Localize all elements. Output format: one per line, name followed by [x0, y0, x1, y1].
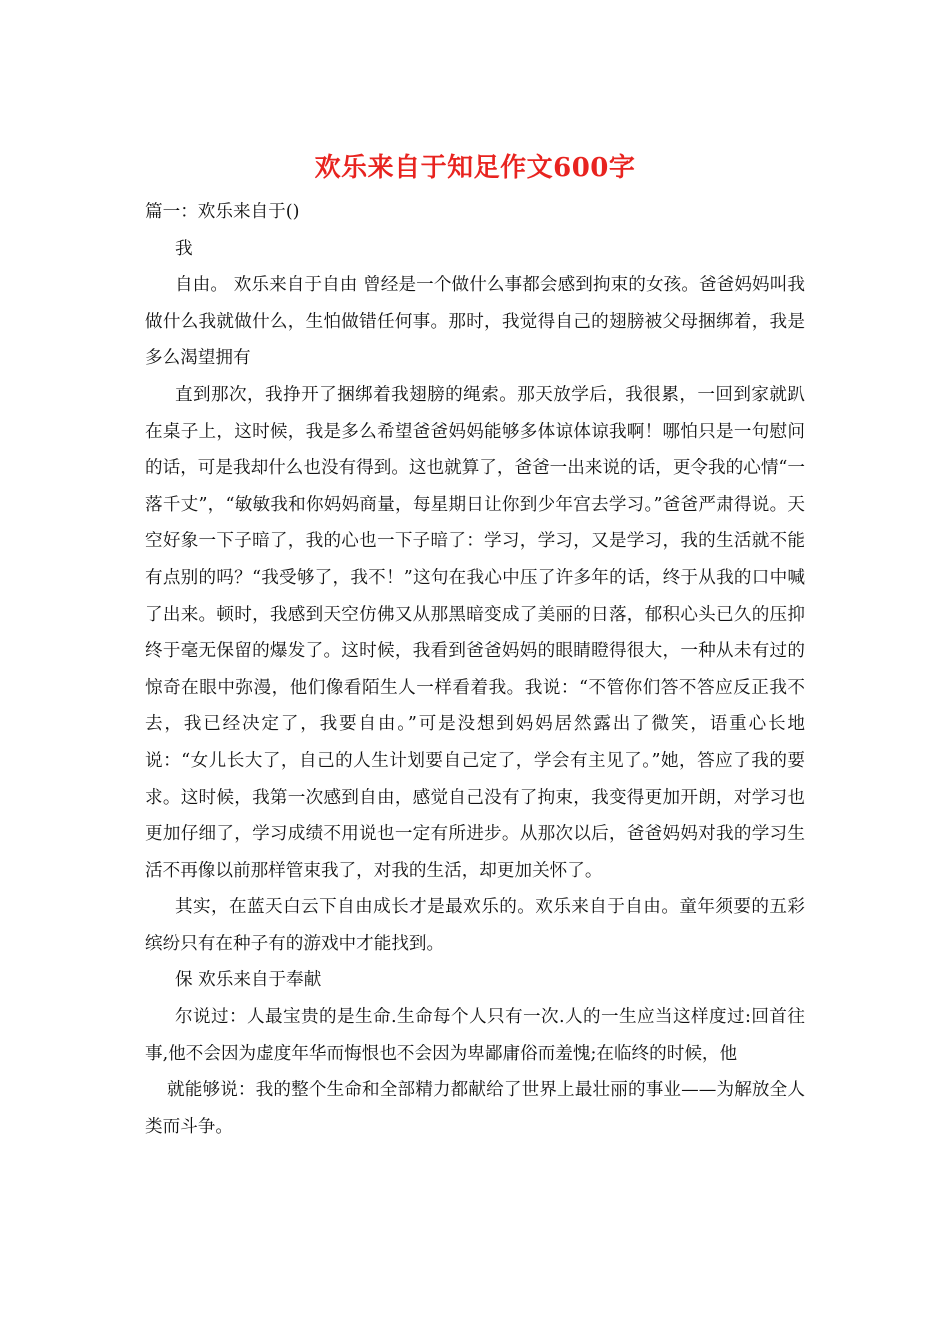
document-title: 欢乐来自于知足作文600字	[314, 153, 636, 183]
paragraph: 我	[175, 238, 193, 259]
document-body	[145, 194, 805, 1145]
paragraph: 就能够说：我的整个生命和全部精力都献给了世界上最壮丽的事业——为解放全人类而斗争。	[145, 1080, 805, 1137]
paragraph: 直到那次，我挣开了捆绑着我翅膀的绳索。那天放学后，我很累，一回到家就趴在桌子上，这时候，我是多么希望爸爸妈妈能够多体谅体谅我啊！哪怕只是一句慰问的话，可是我却什么也没有得到。这也就算了，爸爸一出来说的话，更令我的心情“一落千丈”，“敏敏我和你妈妈商量，每星期日让你到少年宫去学习。”爸爸严肃得说。天空好象一下子暗了，我的心也一下子暗了：学习，学习，又是学习，我的生活就不能有点别的吗？“我受够了，我不！”这句在我心中压了许多年的话，终于从我的口中喊了出来。顿时，我感到天空仿佛又从那黑暗变成了美丽的日落，郁积心头已久的压抑终于毫无保留的爆发了。这时候，我看到爸爸妈妈的眼睛瞪得很大，一种从未有过的惊奇在眼中弥漫，他们像看陌生人一样看着我。我说：“不管你们答不答应反正我不去，我已经决定了，我要自由。”可是没想到妈妈居然露出了微笑，语重心长地说：“女儿长大了，自己的人生计划要自己定了，学会有主见了。”她，答应了我的要求。这时候，我第一次感到自由，感觉自己没有了拘束，我变得更加开朗，对学习也更加仔细了，学习成绩不用说也一定有所进步。从那次以后，爸爸妈妈对我的学习生活不再像以前那样管束我了，对我的生活，却更加关怀了。	[145, 384, 805, 881]
paragraph: 保 欢乐来自于奉献	[175, 970, 322, 991]
paragraph: 其实，在蓝天白云下自由成长才是最欢乐的。欢乐来自于自由。童年须要的五彩缤纷只有在种子有的游戏中才能找到。	[145, 897, 805, 954]
paragraph: 尔说过：人最宝贵的是生命.生命每个人只有一次.人的一生应当这样度过:回首往事,他不会因为虚度年华而悔恨也不会因为卑鄙庸俗而羞愧;在临终的时候，他	[145, 1007, 805, 1064]
paragraph: 自由。 欢乐来自于自由 曾经是一个做什么事都会感到拘束的女孩。爸爸妈妈叫我做什么我就做什么，生怕做错任何事。那时，我觉得自己的翅膀被父母捆绑着，我是多么渴望拥有	[145, 275, 805, 369]
section-heading: 篇一：欢乐来自于()	[145, 202, 300, 222]
